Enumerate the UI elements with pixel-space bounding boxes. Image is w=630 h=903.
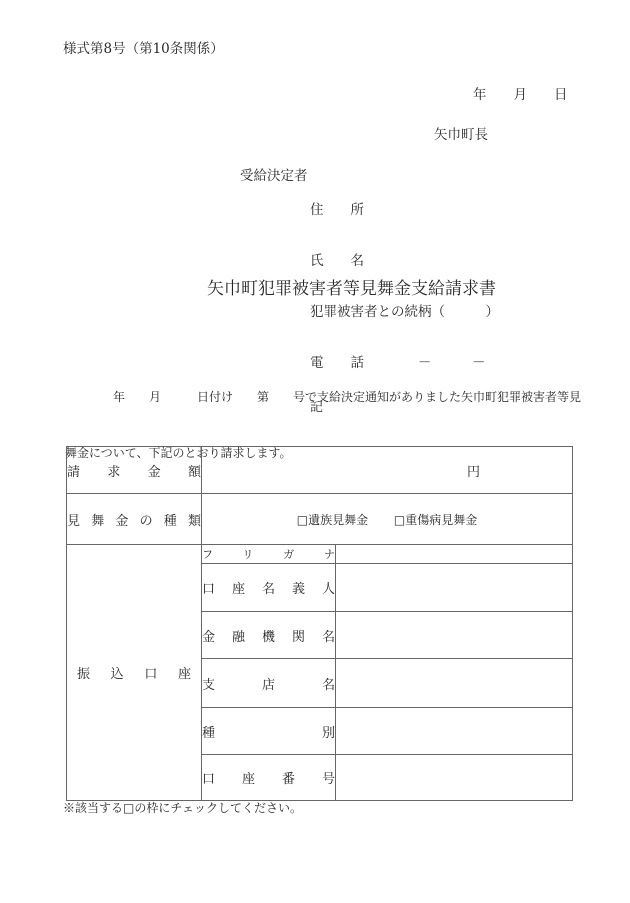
financial-institution-label-cell: 金融機関名 (202, 612, 336, 659)
amount-unit: 円 (467, 464, 481, 480)
table-row (67, 494, 573, 545)
account-holder-value-cell (336, 564, 573, 612)
branch-name-value-cell (336, 659, 573, 708)
account-number-value-cell (336, 755, 573, 801)
recipient-address-line: 住 所 (310, 202, 364, 218)
option-serious-injury-mimaikin (394, 511, 477, 528)
table-row (67, 545, 573, 564)
amount-label-cell: 請求金額 (67, 447, 202, 494)
document-title: 矢巾町犯罪被害者等見舞金支給請求書 (207, 279, 496, 299)
type-options-cell (202, 494, 573, 545)
amount-value-cell (202, 447, 573, 494)
claim-table (66, 446, 573, 801)
survivor-checkbox-label: 遺族見舞金 (308, 512, 369, 527)
branch-name-label-cell: 支店名 (202, 659, 336, 708)
recipient-relation-line: 犯罪被害者との続柄（ ） (310, 304, 499, 320)
section-marker: 記 (310, 400, 324, 415)
transfer-account-label-cell: 振込口座 (67, 545, 202, 801)
furigana-value-cell (336, 545, 573, 564)
recipient-name-line: 氏 名 (310, 253, 364, 269)
survivor-checkbox[interactable]: □ (296, 512, 309, 527)
account-type-value-cell (336, 708, 573, 755)
date-line: 年 月 日 (473, 87, 568, 103)
footnote: ※該当する□の枠にチェックしてください。 (63, 801, 302, 815)
account-type-label-cell: 種別 (202, 708, 336, 755)
body-line-2: 舞金について、下記のとおり請求します。 (65, 445, 292, 460)
option-survivor-mimaikin (297, 511, 368, 528)
furigana-label-cell: フリガナ (202, 545, 336, 564)
serious-injury-checkbox[interactable]: □ (393, 512, 406, 527)
form-number: 様式第8号（第10条関係） (63, 41, 224, 57)
table-row (67, 447, 573, 494)
body-line-1: 年 月 日付け 第 号で支給決定通知がありました矢巾町犯罪被害者等見 (65, 390, 582, 404)
financial-institution-value-cell (336, 612, 573, 659)
type-label-cell: 見舞金の種類 (67, 494, 202, 545)
recipient-phone-line: 電 話 － － (310, 355, 486, 371)
addressee: 矢巾町長 (434, 127, 488, 143)
account-number-label-cell: 口座番号 (202, 755, 336, 801)
recipient-label: 受給決定者 (240, 168, 308, 184)
serious-injury-checkbox-label: 重傷病見舞金 (405, 512, 478, 527)
account-holder-label-cell: 口座名義人 (202, 564, 336, 612)
